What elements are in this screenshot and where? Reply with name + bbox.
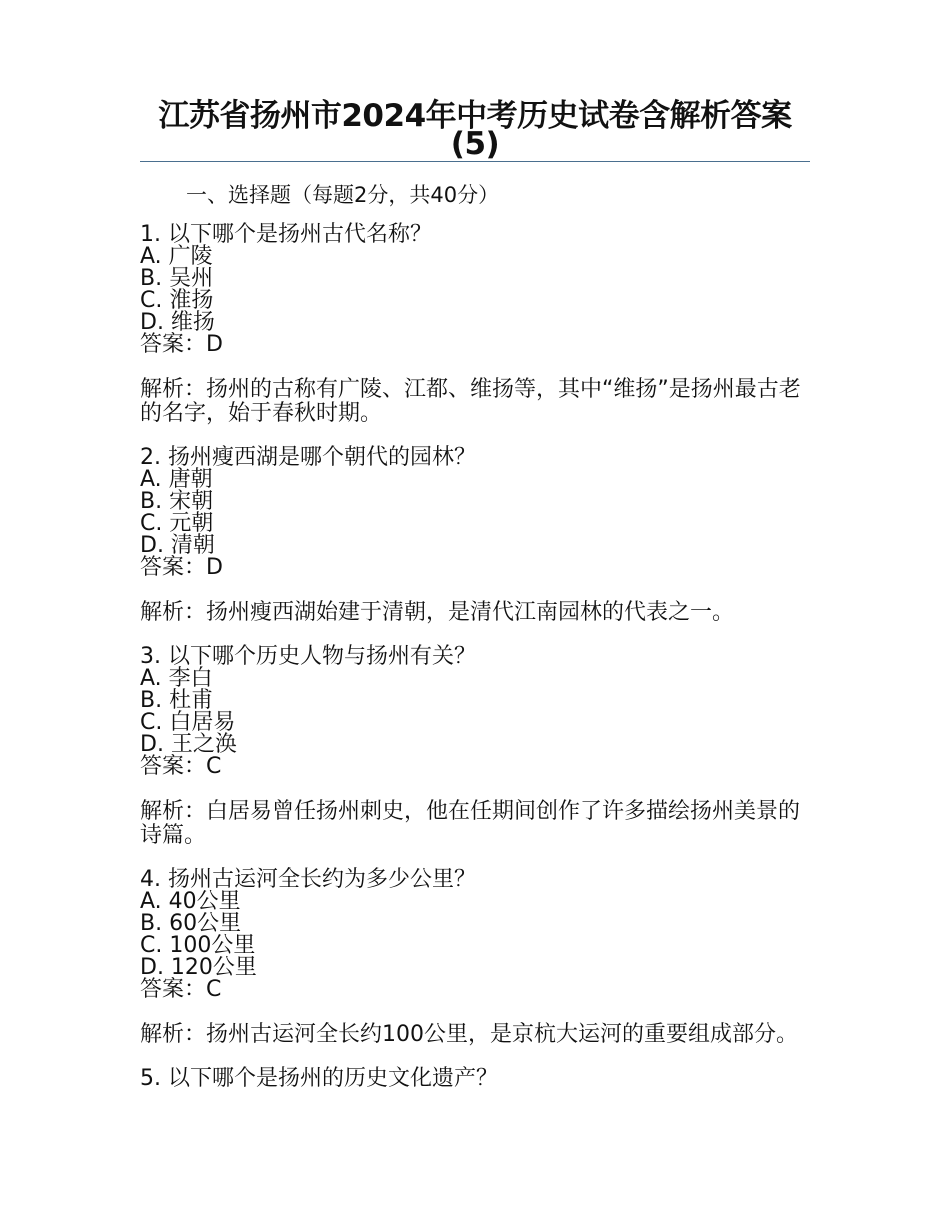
title-block <box>140 98 810 162</box>
analysis: 解析：扬州瘦西湖始建于清朝，是清代江南园林的代表之一。 <box>140 600 735 625</box>
question-stem: 3. 以下哪个历史人物与扬州有关？ <box>140 644 476 669</box>
option-b: B. 杜甫 <box>140 688 214 713</box>
analysis: 解析：扬州古运河全长约100公里，是京杭大运河的重要组成部分。 <box>140 1022 798 1047</box>
option-c: C. 100公里 <box>140 933 256 958</box>
question-stem: 1. 以下哪个是扬州古代名称？ <box>140 222 432 247</box>
option-c: C. 白居易 <box>140 710 236 735</box>
answer: 答案：D <box>140 332 223 357</box>
option-c: C. 淮扬 <box>140 288 214 313</box>
question-stem: 2. 扬州瘦西湖是哪个朝代的园林？ <box>140 445 476 470</box>
option-d: D. 120公里 <box>140 955 257 980</box>
answer: 答案：C <box>140 977 222 1002</box>
option-a: A. 李白 <box>140 666 213 691</box>
option-c: C. 元朝 <box>140 511 214 536</box>
question-5 <box>140 1068 810 1090</box>
answer: 答案：D <box>140 555 223 580</box>
question-stem: 4. 扬州古运河全长约为多少公里？ <box>140 867 476 892</box>
option-d: D. 维扬 <box>140 310 215 335</box>
question-2 <box>140 447 810 625</box>
question-stem: 5. 以下哪个是扬州的历史文化遗产？ <box>140 1066 498 1091</box>
document-title: 江苏省扬州市2024年中考历史试卷含解析答案(5) <box>158 98 792 162</box>
option-a: A. 唐朝 <box>140 467 213 492</box>
questions-list <box>140 224 810 1111</box>
option-b: B. 60公里 <box>140 911 242 936</box>
question-1 <box>140 224 810 426</box>
option-d: D. 清朝 <box>140 533 215 558</box>
section-heading: 一、选择题（每题2分，共40分） <box>186 183 500 207</box>
option-a: A. 40公里 <box>140 889 241 914</box>
answer: 答案：C <box>140 754 222 779</box>
title-divider <box>140 161 810 162</box>
option-d: D. 王之涣 <box>140 732 237 757</box>
question-3 <box>140 646 810 848</box>
option-b: B. 宋朝 <box>140 489 214 514</box>
option-a: A. 广陵 <box>140 244 213 269</box>
question-4 <box>140 869 810 1047</box>
option-b: B. 吴州 <box>140 266 214 291</box>
analysis: 解析：白居易曾任扬州刺史，他在任期间创作了许多描绘扬州美景的诗篇。 <box>140 799 801 848</box>
analysis: 解析：扬州的古称有广陵、江都、维扬等，其中“维扬”是扬州最古老的名字，始于春秋时期。 <box>140 377 801 426</box>
